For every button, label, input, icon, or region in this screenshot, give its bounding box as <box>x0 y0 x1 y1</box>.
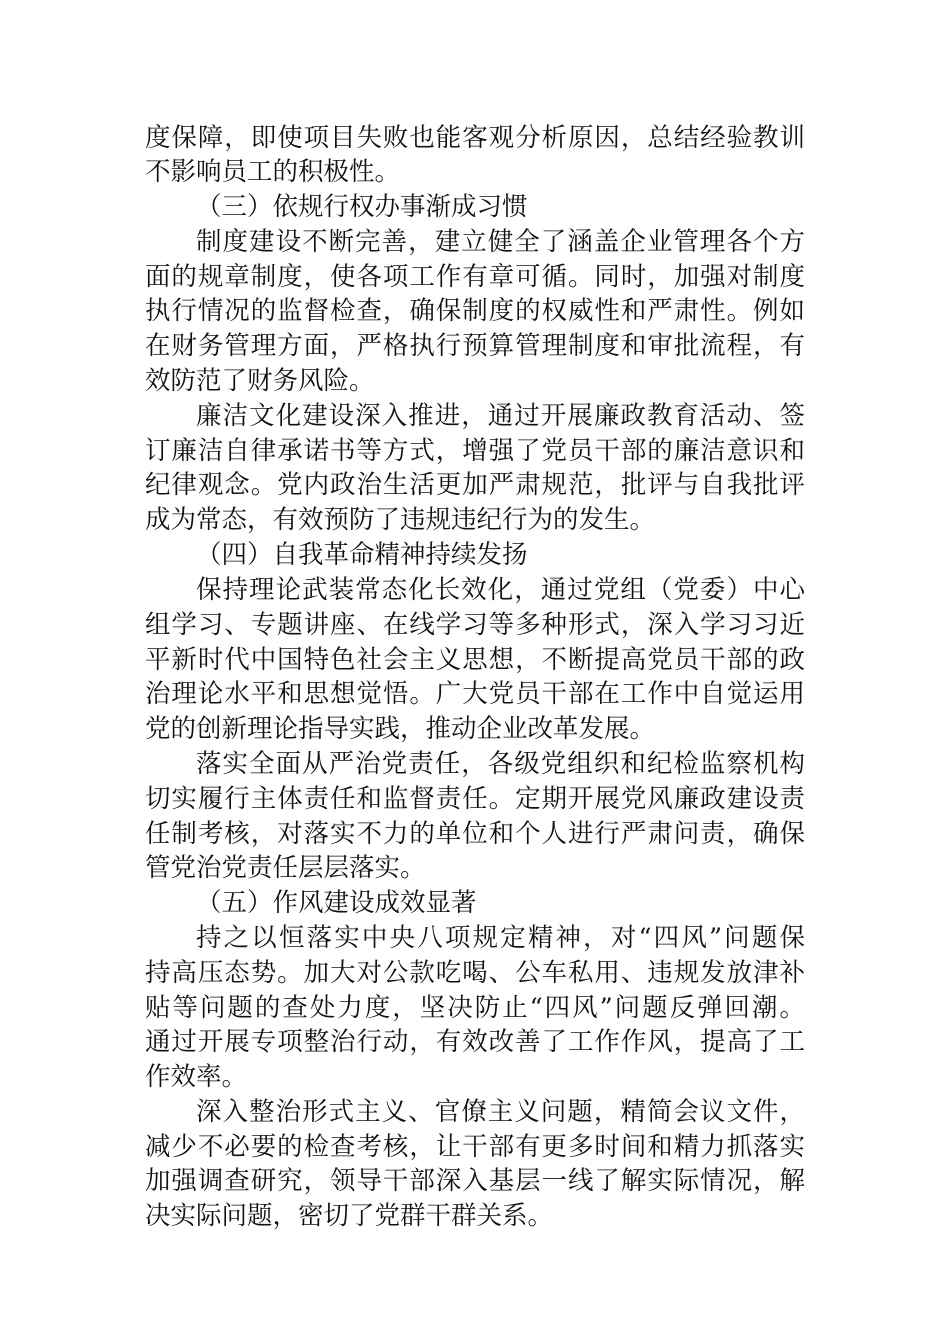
paragraph-line: 成为常态，有效预防了违规违纪行为的发生。 <box>145 505 656 535</box>
paragraph-line: 制度建设不断完善，建立健全了涵盖企业管理各个方 <box>196 227 805 257</box>
paragraph-line: 切实履行主体责任和监督责任。定期开展党风廉政建设责 <box>145 784 805 814</box>
paragraph-line: 平新时代中国特色社会主义思想，不断提高党员干部的政 <box>145 645 805 675</box>
paragraph-line: 通过开展专项整治行动，有效改善了工作作风，提高了工 <box>145 1027 805 1057</box>
paragraph-line: 加强调查研究，领导干部深入基层一线了解实际情况，解 <box>145 1166 805 1196</box>
paragraph-line: 持之以恒落实中央八项规定精神，对“四风”问题保 <box>196 923 805 953</box>
paragraph-line: 组学习、专题讲座、在线学习等多种形式，深入学习习近 <box>145 610 805 640</box>
paragraph-line: 订廉洁自律承诺书等方式，增强了党员干部的廉洁意识和 <box>145 436 805 466</box>
paragraph-line: 度保障，即使项目失败也能客观分析原因，总结经验教训 <box>145 123 805 153</box>
paragraph-line: 持高压态势。加大对公款吃喝、公车私用、违规发放津补 <box>145 958 805 988</box>
paragraph-line: 管党治党责任层层落实。 <box>145 853 426 883</box>
paragraph-line: 任制考核，对落实不力的单位和个人进行严肃问责，确保 <box>145 819 805 849</box>
paragraph-line: 纪律观念。党内政治生活更加严肃规范，批评与自我批评 <box>145 470 805 500</box>
paragraph-line: 落实全面从严治党责任，各级党组织和纪检监察机构 <box>196 749 805 779</box>
paragraph-line: 贴等问题的查处力度，坚决防止“四风”问题反弹回潮。 <box>145 993 805 1023</box>
paragraph-line: 面的规章制度，使各项工作有章可循。同时，加强对制度 <box>145 262 805 292</box>
section-heading-3: （三）依规行权办事渐成习惯 <box>196 192 528 222</box>
paragraph-line: 不影响员工的积极性。 <box>145 157 401 187</box>
paragraph-line: 治理论水平和思想觉悟。广大党员干部在工作中自觉运用 <box>145 679 805 709</box>
paragraph-line: 执行情况的监督检查，确保制度的权威性和严肃性。例如 <box>145 296 805 326</box>
section-heading-4: （四）自我革命精神持续发扬 <box>196 540 528 570</box>
paragraph-line: 决实际问题，密切了党群干群关系。 <box>145 1201 554 1231</box>
paragraph-line: 效防范了财务风险。 <box>145 366 375 396</box>
paragraph-line: 深入整治形式主义、官僚主义问题，精简会议文件， <box>196 1097 805 1127</box>
paragraph-line: 在财务管理方面，严格执行预算管理制度和审批流程，有 <box>145 331 805 361</box>
paragraph-line: 廉洁文化建设深入推进，通过开展廉政教育活动、签 <box>196 401 805 431</box>
paragraph-line: 减少不必要的检查考核，让干部有更多时间和精力抓落实 <box>145 1132 805 1162</box>
paragraph-line: 作效率。 <box>145 1062 248 1092</box>
section-heading-5: （五）作风建设成效显著 <box>196 888 477 918</box>
paragraph-line: 党的创新理论指导实践，推动企业改革发展。 <box>145 714 656 744</box>
paragraph-line: 保持理论武装常态化长效化，通过党组（党委）中心 <box>196 575 805 605</box>
